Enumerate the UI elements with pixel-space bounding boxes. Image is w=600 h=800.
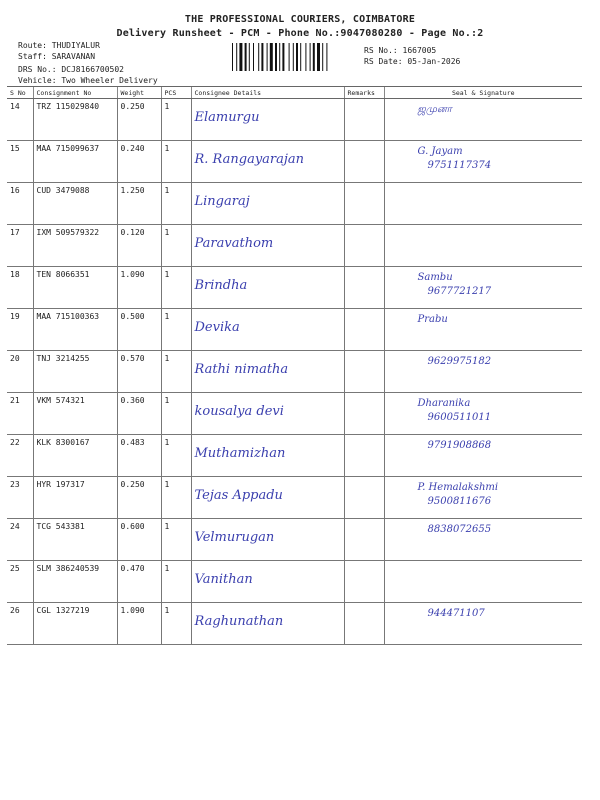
col-signature-header: Seal & Signature xyxy=(384,87,582,99)
cell-weight: 1.090 xyxy=(117,603,161,645)
barcode-bar xyxy=(245,43,247,71)
cell-weight: 0.240 xyxy=(117,141,161,183)
cell-sno: 15 xyxy=(7,141,33,183)
cell-sno: 25 xyxy=(7,561,33,603)
table-row xyxy=(7,477,582,519)
cell-signature xyxy=(384,141,582,183)
cell-consignment-no: CGL 1327219 xyxy=(33,603,117,645)
cell-remarks xyxy=(344,393,384,435)
vehicle-text: Vehicle: Two Wheeler Delivery xyxy=(18,76,158,85)
cell-consignee xyxy=(191,309,344,351)
cell-signature xyxy=(384,99,582,141)
document-title: THE PROFESSIONAL COURIERS, COIMBATORE xyxy=(184,14,416,25)
barcode-bar xyxy=(249,43,250,71)
cell-weight: 1.250 xyxy=(117,183,161,225)
cell-consignee xyxy=(191,267,344,309)
cell-weight: 0.250 xyxy=(117,477,161,519)
table-row xyxy=(7,351,582,393)
signature-phone: 9791908868 xyxy=(427,440,492,451)
col-pcs-header: PCS xyxy=(161,87,191,99)
consignee-handwriting: Paravathom xyxy=(194,236,274,251)
cell-consignment-no: HYR 197317 xyxy=(33,477,117,519)
cell-sno: 19 xyxy=(7,309,33,351)
cell-signature xyxy=(384,309,582,351)
table-row xyxy=(7,435,582,477)
cell-signature xyxy=(384,519,582,561)
barcode xyxy=(232,43,358,71)
signature-phone: 9751117374 xyxy=(427,160,492,171)
cell-weight: 0.470 xyxy=(117,561,161,603)
barcode-bar xyxy=(239,43,242,71)
cell-consignee xyxy=(191,519,344,561)
cell-sno: 21 xyxy=(7,393,33,435)
cell-consignment-no: KLK 8300167 xyxy=(33,435,117,477)
cell-pcs: 1 xyxy=(161,477,191,519)
cell-sno: 16 xyxy=(7,183,33,225)
cell-sno: 26 xyxy=(7,603,33,645)
signature-handwriting: G. Jayam xyxy=(417,146,463,157)
cell-remarks xyxy=(344,435,384,477)
cell-signature xyxy=(384,225,582,267)
consignee-handwriting: kousalya devi xyxy=(194,404,284,419)
table-row xyxy=(7,183,582,225)
cell-consignment-no: TRZ 115029840 xyxy=(33,99,117,141)
consignee-handwriting: Muthamizhan xyxy=(194,446,286,461)
consignee-handwriting: Lingaraj xyxy=(194,194,250,209)
cell-pcs: 1 xyxy=(161,393,191,435)
route-text: Route: THUDIYALUR xyxy=(18,41,100,50)
signature-handwriting: Prabu xyxy=(417,314,448,325)
col-remarks-header: Remarks xyxy=(344,87,384,99)
cell-consignee xyxy=(191,435,344,477)
cell-weight: 0.120 xyxy=(117,225,161,267)
cell-consignee xyxy=(191,183,344,225)
cell-remarks xyxy=(344,603,384,645)
barcode-bar xyxy=(317,43,320,71)
cell-signature xyxy=(384,561,582,603)
table-row xyxy=(7,393,582,435)
cell-weight: 0.500 xyxy=(117,309,161,351)
cell-pcs: 1 xyxy=(161,435,191,477)
cell-remarks xyxy=(344,561,384,603)
cell-consignment-no: TNJ 3214255 xyxy=(33,351,117,393)
cell-sno: 22 xyxy=(7,435,33,477)
cell-sno: 17 xyxy=(7,225,33,267)
barcode-bar xyxy=(310,43,311,71)
staff-text: Staff: SARAVANAN xyxy=(18,52,96,61)
consignee-handwriting: Devika xyxy=(194,320,240,335)
cell-signature xyxy=(384,351,582,393)
table-row xyxy=(7,267,582,309)
cell-signature xyxy=(384,477,582,519)
cell-consignee xyxy=(191,99,344,141)
cell-pcs: 1 xyxy=(161,519,191,561)
barcode-bar xyxy=(253,43,254,71)
table-row xyxy=(7,519,582,561)
cell-consignment-no: VKM 574321 xyxy=(33,393,117,435)
cell-weight: 0.570 xyxy=(117,351,161,393)
cell-consignment-no: IXM 509579322 xyxy=(33,225,117,267)
cell-consignee xyxy=(191,603,344,645)
consignee-handwriting: Vanithan xyxy=(194,572,253,587)
signature-handwriting: P. Hemalakshmi xyxy=(417,482,499,493)
cell-pcs: 1 xyxy=(161,183,191,225)
consignee-handwriting: Brindha xyxy=(194,278,248,293)
cell-remarks xyxy=(344,99,384,141)
cell-remarks xyxy=(344,141,384,183)
barcode-bar xyxy=(236,43,237,71)
cell-remarks xyxy=(344,183,384,225)
cell-signature xyxy=(384,183,582,225)
drs-text: DRS No.: DCJ8166700502 xyxy=(18,65,124,74)
signature-handwriting: Sambu xyxy=(417,272,453,283)
cell-consignee xyxy=(191,141,344,183)
cell-consignment-no: MAA 715099637 xyxy=(33,141,117,183)
cell-pcs: 1 xyxy=(161,309,191,351)
barcode-bar xyxy=(261,43,263,71)
cell-sno: 23 xyxy=(7,477,33,519)
cell-signature xyxy=(384,267,582,309)
col-weight-header: Weight xyxy=(117,87,161,99)
cell-remarks xyxy=(344,519,384,561)
cell-pcs: 1 xyxy=(161,561,191,603)
cell-weight: 1.090 xyxy=(117,267,161,309)
table-header-row xyxy=(7,87,582,99)
col-sno-header: S No xyxy=(7,87,33,99)
consignee-handwriting: Velmurugan xyxy=(194,530,275,545)
barcode-bar xyxy=(313,43,315,71)
table-row xyxy=(7,309,582,351)
cell-signature xyxy=(384,603,582,645)
cell-weight: 0.600 xyxy=(117,519,161,561)
cell-consignment-no: TEN 8066351 xyxy=(33,267,117,309)
cell-remarks xyxy=(344,351,384,393)
cell-remarks xyxy=(344,309,384,351)
consignee-handwriting: Elamurgu xyxy=(194,110,260,125)
barcode-bar xyxy=(270,43,273,71)
barcode-bar xyxy=(289,43,290,71)
cell-pcs: 1 xyxy=(161,267,191,309)
cell-signature xyxy=(384,393,582,435)
barcode-bar xyxy=(267,43,268,71)
cell-consignee xyxy=(191,351,344,393)
cell-pcs: 1 xyxy=(161,603,191,645)
table-row xyxy=(7,141,582,183)
signature-phone: 9600511011 xyxy=(427,412,492,423)
barcode-bar xyxy=(300,43,301,71)
cell-weight: 0.483 xyxy=(117,435,161,477)
meta-left xyxy=(18,40,158,86)
cell-sno: 24 xyxy=(7,519,33,561)
barcode-bar xyxy=(275,43,277,71)
table-row xyxy=(7,603,582,645)
cell-consignment-no: CUD 3479088 xyxy=(33,183,117,225)
runsheet-table xyxy=(7,86,582,645)
barcode-bar xyxy=(305,43,306,71)
barcode-bar xyxy=(293,43,294,71)
signature-phone: 8838072655 xyxy=(427,524,492,535)
cell-consignment-no: SLM 386240539 xyxy=(33,561,117,603)
barcode-bar xyxy=(322,43,323,71)
cell-pcs: 1 xyxy=(161,99,191,141)
cell-remarks xyxy=(344,477,384,519)
table-body xyxy=(7,99,582,645)
consignee-handwriting: Rathi nimatha xyxy=(194,362,289,377)
signature-handwriting: Dharanika xyxy=(417,398,471,409)
cell-pcs: 1 xyxy=(161,225,191,267)
col-consignment-header: Consignment No xyxy=(33,87,117,99)
cell-remarks xyxy=(344,267,384,309)
cell-signature xyxy=(384,435,582,477)
table-row xyxy=(7,561,582,603)
signature-phone: 9677721217 xyxy=(427,286,492,297)
signature-phone: 944471107 xyxy=(427,608,485,619)
barcode-bar xyxy=(296,43,298,71)
cell-pcs: 1 xyxy=(161,351,191,393)
consignee-handwriting: Tejas Appadu xyxy=(194,488,283,503)
cell-consignee xyxy=(191,225,344,267)
barcode-bar xyxy=(326,43,327,71)
meta-right xyxy=(364,45,460,67)
cell-weight: 0.250 xyxy=(117,99,161,141)
cell-consignee xyxy=(191,393,344,435)
barcode-bar xyxy=(232,43,233,71)
table-row xyxy=(7,99,582,141)
barcode-bar xyxy=(279,43,280,71)
cell-sno: 14 xyxy=(7,99,33,141)
cell-consignee xyxy=(191,561,344,603)
cell-sno: 20 xyxy=(7,351,33,393)
rs-date-text: RS Date: 05-Jan-2026 xyxy=(364,57,461,66)
document-subtitle: Delivery Runsheet - PCM - Phone No.:9047080280 - Page No.:2 xyxy=(116,28,484,39)
cell-consignment-no: TCG 543381 xyxy=(33,519,117,561)
consignee-handwriting: R. Rangayarajan xyxy=(194,152,305,167)
barcode-bar xyxy=(282,43,284,71)
signature-handwriting: ஜமுனா xyxy=(417,104,452,115)
cell-remarks xyxy=(344,225,384,267)
consignee-handwriting: Raghunathan xyxy=(194,614,284,629)
cell-sno: 18 xyxy=(7,267,33,309)
cell-consignee xyxy=(191,477,344,519)
signature-phone: 9629975182 xyxy=(427,356,492,367)
barcode-bar xyxy=(258,43,259,71)
cell-consignment-no: MAA 715100363 xyxy=(33,309,117,351)
table-row xyxy=(7,225,582,267)
cell-pcs: 1 xyxy=(161,141,191,183)
rs-no-text: RS No.: 1667005 xyxy=(364,46,437,55)
signature-phone: 9500811676 xyxy=(427,496,492,507)
cell-weight: 0.360 xyxy=(117,393,161,435)
col-consignee-header: Consignee Details xyxy=(191,87,344,99)
